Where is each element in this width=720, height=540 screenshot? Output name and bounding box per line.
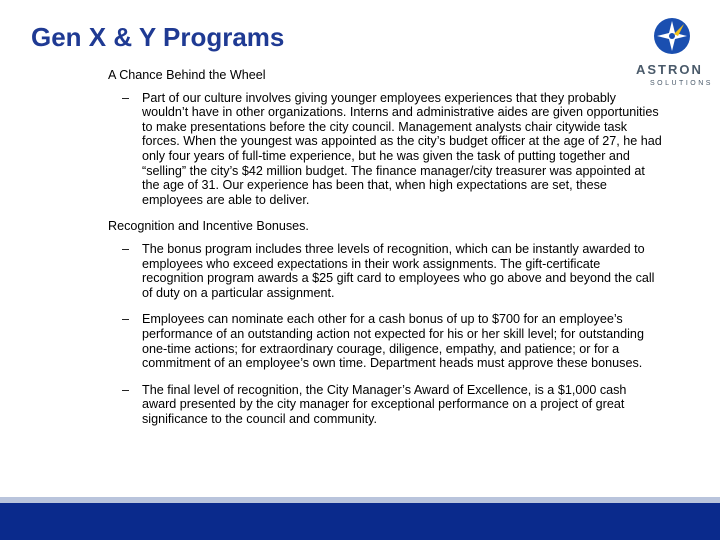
bullet-recognition-levels (122, 241, 664, 300)
section-heading-wheel: A Chance Behind the Wheel (108, 68, 266, 82)
bullet-recognition-award (122, 382, 664, 427)
bullet-recognition-nominate (122, 312, 664, 371)
slide-body (108, 68, 668, 426)
bullet-dash: – (122, 382, 130, 397)
bullet-text: The bonus program includes three levels of recognition, which can be instantly awarded to employees who exceed expectations in their work assignments. The gift-certificate recognition program awards a $25 gift card to employees who go above and beyond the call of duty on a particular assignment. (142, 241, 655, 300)
bullet-dash: – (122, 90, 130, 105)
astron-star-icon (652, 16, 692, 56)
bullet-text: Employees can nominate each other for a cash bonus of up to $700 for an employee’s performance of an outstanding action not expected for his or her skill level; for outstanding one-time actions; for extraordinary courage, diligence, empathy, and patience; or for a commitment of an employee’s own time. Department heads must approve these bonuses. (142, 312, 644, 371)
bullet-wheel-culture (122, 90, 664, 208)
bullet-text: Part of our culture involves giving younger employees experiences that they probably wouldn’t have in other organizations. Interns and administrative aides are given opportunities to make presentations before the city council. Management analysts chair citywide task forces. When the youngest was appointed as the city’s budget officer at the age of 27, he had only four years of full-time experience, but he was given the task of putting together and “selling” the city’s $42 million budget. The finance manager/city treasurer was appointed at the age of 31. Our experience has been that, when high expectations are set, these employees are able to deliver. (142, 90, 662, 207)
section-heading-recognition: Recognition and Incentive Bonuses. (108, 219, 309, 234)
logo-wordmark: ASTRON (636, 62, 703, 77)
bullet-text: The final level of recognition, the City Manager’s Award of Excellence, is a $1,000 cash award presented by the city manager for exceptional performance on a project of great significance to the council and community. (142, 382, 627, 426)
slide-title: Gen X & Y Programs (31, 22, 285, 52)
logo-tagline: SOLUTIONS (650, 80, 713, 87)
bullet-dash: – (122, 241, 130, 256)
bullet-dash: – (122, 312, 130, 327)
footer-bar (0, 503, 720, 540)
